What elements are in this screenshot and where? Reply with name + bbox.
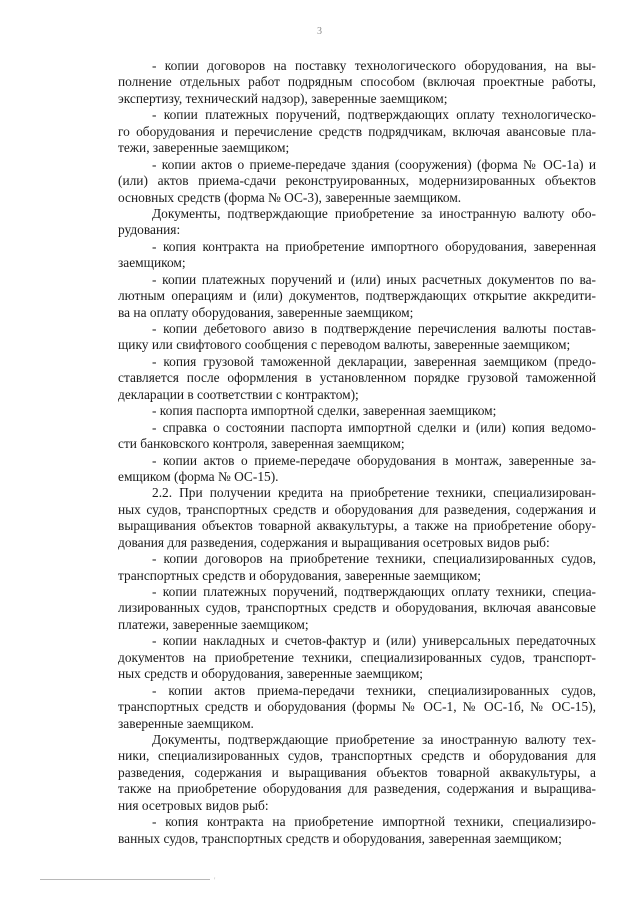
paragraph-line: емщиком (форма № ОС-15). — [118, 468, 279, 484]
paragraph-line: разведения, содержания и выращивания объектов товарной аквакультуры, а — [118, 764, 596, 780]
paragraph-line: - копии договоров на поставку технологического оборудования, на вы- — [152, 58, 596, 73]
paragraph-line: - копии накладных и счетов-фактур и (или) универсальных передаточных — [152, 633, 596, 649]
paragraph-line: документов на приобретение техники, специализированных судов, транспорт- — [118, 649, 596, 665]
paragraph-line: - копии актов о приеме-передаче оборудования в монтаж, заверенные за- — [152, 452, 596, 468]
paragraph-line: также на приобретение оборудования для разведения, содержания и выращива- — [118, 781, 596, 797]
paragraph-line: - справка о состоянии паспорта импортной сделки и (или) копия ведомо- — [152, 419, 596, 435]
paragraph-line: - копии платежных поручений, подтверждающих оплату техники, специа- — [152, 584, 596, 599]
paragraph-line: заверенные заемщиком. — [118, 715, 254, 731]
paragraph-line: ставляется после оформления в установленном порядке грузовой таможенной — [118, 370, 596, 386]
paragraph-line: 2.2. При получении кредита на приобретение техники, специализирован- — [152, 485, 596, 501]
paragraph-line: - копия паспорта импортной сделки, заверенная заемщиком; — [152, 403, 497, 419]
page-number: 3 — [317, 26, 322, 37]
paragraph-line: - копия контракта на приобретение импортной техники, специализиро- — [152, 814, 596, 830]
paragraph-line: - копии платежных поручений, подтверждающих оплату технологическо- — [152, 107, 596, 123]
paragraph-line: выращивания объектов товарной аквакультуры, а также на приобретение обору- — [118, 518, 596, 534]
paragraph-line: ванных судов, транспортных средств и оборудования, заверенная заемщиком; — [118, 830, 562, 846]
paragraph-line: Документы, подтверждающие приобретение за иностранную валюту тех- — [152, 731, 596, 747]
paragraph-line: Документы, подтверждающие приобретение за иностранную валюту обо- — [152, 205, 596, 221]
paragraph-line: тежи, заверенные заемщиком; — [118, 140, 290, 156]
document-body — [118, 58, 596, 847]
paragraph-line: основных средств (форма № ОС-3), заверенные заемщиком. — [118, 189, 462, 205]
paragraph-line: экспертизу, технический надзор), заверенные заемщиком; — [118, 90, 448, 106]
footer-mark: ' — [214, 876, 216, 885]
paragraph-line: транспортных средств и оборудования (формы № ОС-1, № ОС-1б, № ОС-15), — [118, 699, 596, 715]
paragraph-line: заемщиком; — [118, 255, 186, 271]
paragraph-line: транспортных средств и оборудования, заверенные заемщиком; — [118, 567, 482, 583]
paragraph-line: го оборудования и перечисление средств подрядчикам, включая авансовые пла- — [118, 123, 596, 139]
paragraph-line: платежи, заверенные заемщиком; — [118, 616, 309, 632]
paragraph-line: - копии договоров на приобретение техники, специализированных судов, — [152, 551, 596, 567]
paragraph-line: - копия контракта на приобретение импортного оборудования, заверенная — [152, 238, 596, 254]
paragraph-line: лютным операциям и (или) документов, подтверждающих открытие аккредити- — [118, 288, 596, 304]
paragraph-line: ных судов, транспортных средств и оборудования для разведения, содержания и — [118, 501, 596, 517]
paragraph-line: - копии платежных поручений и (или) иных расчетных документов по ва- — [152, 271, 596, 287]
paragraph-line: - копии дебетового авизо в подтверждение перечисления валюты постав- — [152, 321, 596, 336]
paragraph-line: полнение отдельных работ подрядным способом (включая проектные работы, — [118, 74, 596, 90]
paragraph-line: ники, специализированных судов, транспортных средств и оборудования для — [118, 748, 596, 764]
paragraph-line: - копии актов приема-передачи техники, специализированных судов, — [152, 682, 596, 698]
paragraph-line: декларации в соответствии с контрактом); — [118, 386, 359, 402]
paragraph-line: сти банковского контроля, заверенная заемщиком; — [118, 436, 405, 452]
paragraph-line: щику или свифтового сообщения с переводом валюты, заверенные заемщиком; — [118, 337, 571, 353]
paragraph-line: рудования: — [118, 222, 181, 238]
paragraph-line: - копия грузовой таможенной декларации, заверенная заемщиком (предо- — [152, 353, 596, 369]
paragraph-line: ния осетровых видов рыб: — [118, 797, 269, 813]
paragraph-line: дования для разведения, содержания и выращивания осетровых видов рыб: — [118, 534, 550, 550]
paragraph-line: лизированных судов, транспортных средств и оборудования, включая авансовые — [118, 600, 596, 616]
paragraph-line: - копии актов о приеме-передаче здания (сооружения) (форма № ОС-1а) и — [152, 156, 596, 172]
paragraph-line: ва на оплату оборудования, заверенные заемщиком; — [118, 304, 414, 320]
paragraph-line: (или) актов приема-сдачи реконструированных, модернизированных объектов — [118, 173, 596, 189]
paragraph-line: ных средств и оборудования, заверенные заемщиком; — [118, 666, 424, 682]
footer-rule — [40, 879, 210, 880]
